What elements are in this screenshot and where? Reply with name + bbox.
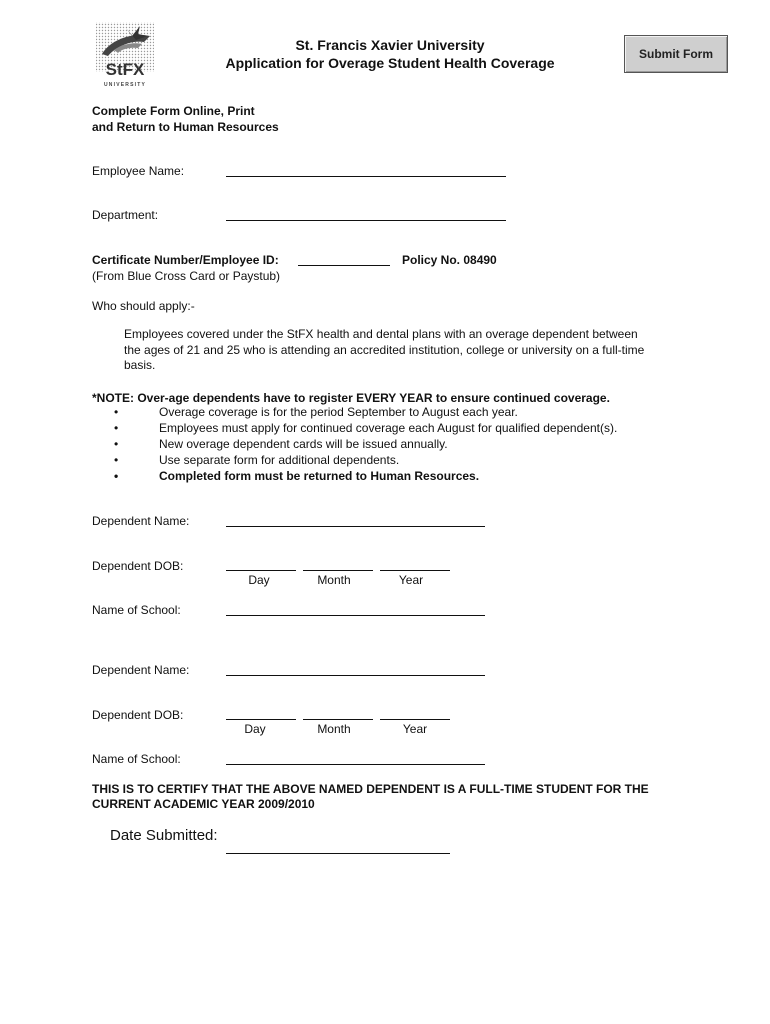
dependent-2-dob-label: Dependent DOB:: [92, 708, 184, 722]
dependent-2-dob-year-field[interactable]: [380, 719, 450, 720]
department-field[interactable]: [226, 220, 506, 221]
dependent-2-school-field[interactable]: [226, 764, 485, 765]
dependent-1-dob-label: Dependent DOB:: [92, 559, 184, 573]
eligibility-line-3: basis.: [124, 358, 156, 372]
dependent-2-school-label: Name of School:: [92, 752, 181, 766]
instructions-line-1: Complete Form Online, Print: [92, 104, 255, 118]
bullet-icon: •: [114, 469, 119, 483]
date-submitted-label: Date Submitted:: [110, 827, 218, 844]
dependent-2-day-label: Day: [244, 722, 266, 736]
dependent-2-month-label: Month: [317, 722, 351, 736]
dependent-2-dob-month-field[interactable]: [303, 719, 373, 720]
dependent-1-year-label: Year: [398, 573, 424, 587]
dependent-1-dob-day-field[interactable]: [226, 570, 296, 571]
certification-line-2: CURRENT ACADEMIC YEAR 2009/2010: [92, 797, 315, 811]
form-title: Application for Overage Student Health Coverage: [225, 55, 555, 71]
list-item: • Overage coverage is for the period September to August each year.: [114, 405, 518, 419]
bullet-icon: •: [114, 437, 119, 451]
eligibility-line-1: Employees covered under the StFX health and dental plans with an overage dependent between: [124, 327, 638, 341]
dependent-1-name-label: Dependent Name:: [92, 514, 190, 528]
stfx-logo: [92, 20, 158, 90]
bullet-icon: •: [114, 453, 119, 467]
dependent-1-school-label: Name of School:: [92, 603, 181, 617]
svg-text:StFX: StFX: [105, 60, 145, 79]
list-item: • Employees must apply for continued coverage each August for qualified dependent(s).: [114, 421, 618, 435]
university-name: St. Francis Xavier University: [295, 37, 485, 53]
submit-form-button[interactable]: [624, 35, 728, 73]
dependent-1-month-label: Month: [317, 573, 351, 587]
list-item: • Completed form must be returned to Human Resources.: [114, 469, 480, 483]
dependent-2-name-field[interactable]: [226, 675, 485, 676]
eligibility-line-2: the ages of 21 and 25 who is attending an accredited institution, college or university on a full-time: [124, 343, 645, 357]
dependent-1-dob-month-field[interactable]: [303, 570, 373, 571]
list-item: • New overage dependent cards will be issued annually.: [114, 437, 448, 451]
department-label: Department:: [92, 208, 159, 222]
stfx-emblem-icon: [92, 20, 158, 90]
note-heading: *NOTE: Over-age dependents have to register EVERY YEAR to ensure continued coverage.: [92, 391, 610, 405]
dependent-1-day-label: Day: [248, 573, 270, 587]
note-bullet-list: [92, 404, 712, 484]
list-item: • Use separate form for additional dependents.: [114, 453, 400, 467]
dependent-2-year-label: Year: [402, 722, 428, 736]
employee-name-field[interactable]: [226, 176, 506, 177]
certificate-label: Certificate Number/Employee ID:: [92, 253, 279, 267]
eligibility-heading: Who should apply:-: [92, 299, 195, 313]
policy-number: Policy No. 08490: [402, 253, 497, 267]
employee-name-label: Employee Name:: [92, 164, 185, 178]
instructions-line-2: and Return to Human Resources: [92, 120, 279, 134]
certification-line-1: THIS IS TO CERTIFY THAT THE ABOVE NAMED DEPENDENT IS A FULL-TIME STUDENT FOR THE: [92, 782, 649, 796]
submit-form-label: Submit Form: [639, 47, 713, 61]
dependent-2-dob-day-field[interactable]: [226, 719, 296, 720]
svg-text:UNIVERSITY: UNIVERSITY: [103, 82, 147, 88]
dependent-2-name-label: Dependent Name:: [92, 663, 190, 677]
dependent-1-dob-year-field[interactable]: [380, 570, 450, 571]
date-submitted-field[interactable]: [226, 853, 450, 854]
certificate-hint: (From Blue Cross Card or Paystub): [92, 269, 281, 283]
bullet-icon: •: [114, 405, 119, 419]
bullet-icon: •: [114, 421, 119, 435]
certificate-field[interactable]: [298, 265, 390, 266]
dependent-1-school-field[interactable]: [226, 615, 485, 616]
dependent-1-name-field[interactable]: [226, 526, 485, 527]
